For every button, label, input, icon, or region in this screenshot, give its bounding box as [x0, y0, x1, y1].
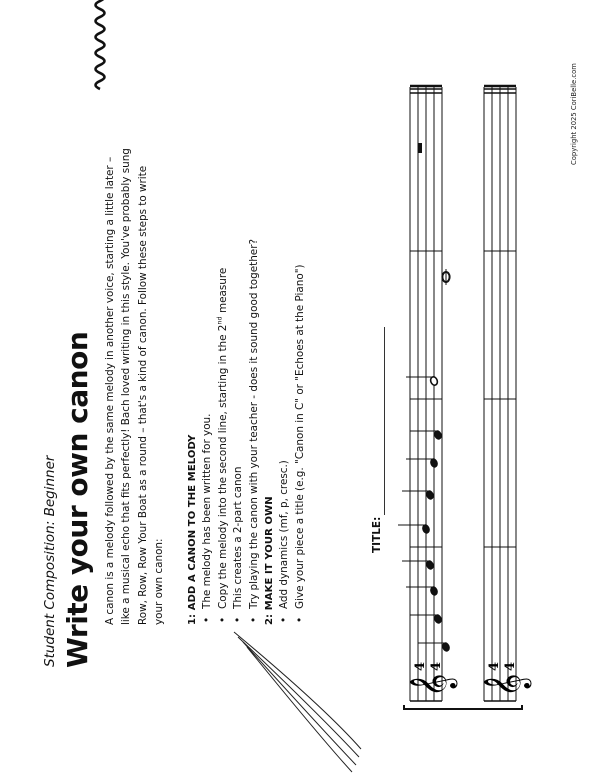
page-title: Write your own canon	[61, 331, 94, 668]
ordinal-suffix: nd	[215, 316, 224, 325]
time-signature-bottom: 4	[503, 661, 518, 671]
staff-upper	[410, 86, 442, 701]
list-item: • This creates a 2-part canon	[231, 145, 247, 625]
system-brace	[404, 705, 522, 709]
treble-clef-icon: 𝄞	[484, 673, 530, 697]
subtitle: Student Composition: Beginner	[42, 455, 58, 667]
intro-line: your own canon:	[152, 538, 165, 625]
list-item: • Add dynamics (mf, p, cresc.)	[277, 145, 293, 625]
treble-clef-icon: 𝄞	[410, 673, 456, 697]
intro-line: Row, Row, Row Your Boat as a round – that's a kind of canon. Follow these steps to write	[136, 165, 149, 625]
intro-line: A canon is a melody followed by the same melody in another voice, starting a little later –	[104, 156, 116, 625]
time-signature-top: 4	[487, 661, 502, 671]
copyright-text: Copyright 2025 CoriBelle.com	[570, 63, 578, 165]
whole-rest	[418, 143, 422, 153]
melody-notes	[398, 143, 450, 652]
list-item-text: measure	[216, 267, 229, 317]
time-signature-top: 4	[413, 661, 428, 671]
staff-lower	[484, 86, 516, 701]
list-item: • Try playing the canon with your teacher - does it sound good together?	[247, 145, 263, 625]
swoosh-decoration	[234, 632, 361, 772]
list-item: • The melody has been written for you.	[200, 145, 216, 625]
list-item: • Give your piece a title (e.g. "Canon in C" or "Echoes at the Piano")	[293, 145, 309, 625]
intro-line: like a musical echo that fits perfectly! Bach loved writing in this style. You've probably sung	[120, 148, 133, 625]
time-signature-bottom: 4	[429, 661, 444, 671]
step1-heading: 1: ADD A CANON TO THE MELODY	[187, 434, 198, 625]
list-item-text: Copy the melody into the second line, starting in the 2	[216, 324, 229, 609]
step2-heading: 2: MAKE IT YOUR OWN	[264, 496, 276, 625]
title-label: TITLE:	[371, 516, 383, 553]
squiggle-decoration	[93, 0, 107, 89]
